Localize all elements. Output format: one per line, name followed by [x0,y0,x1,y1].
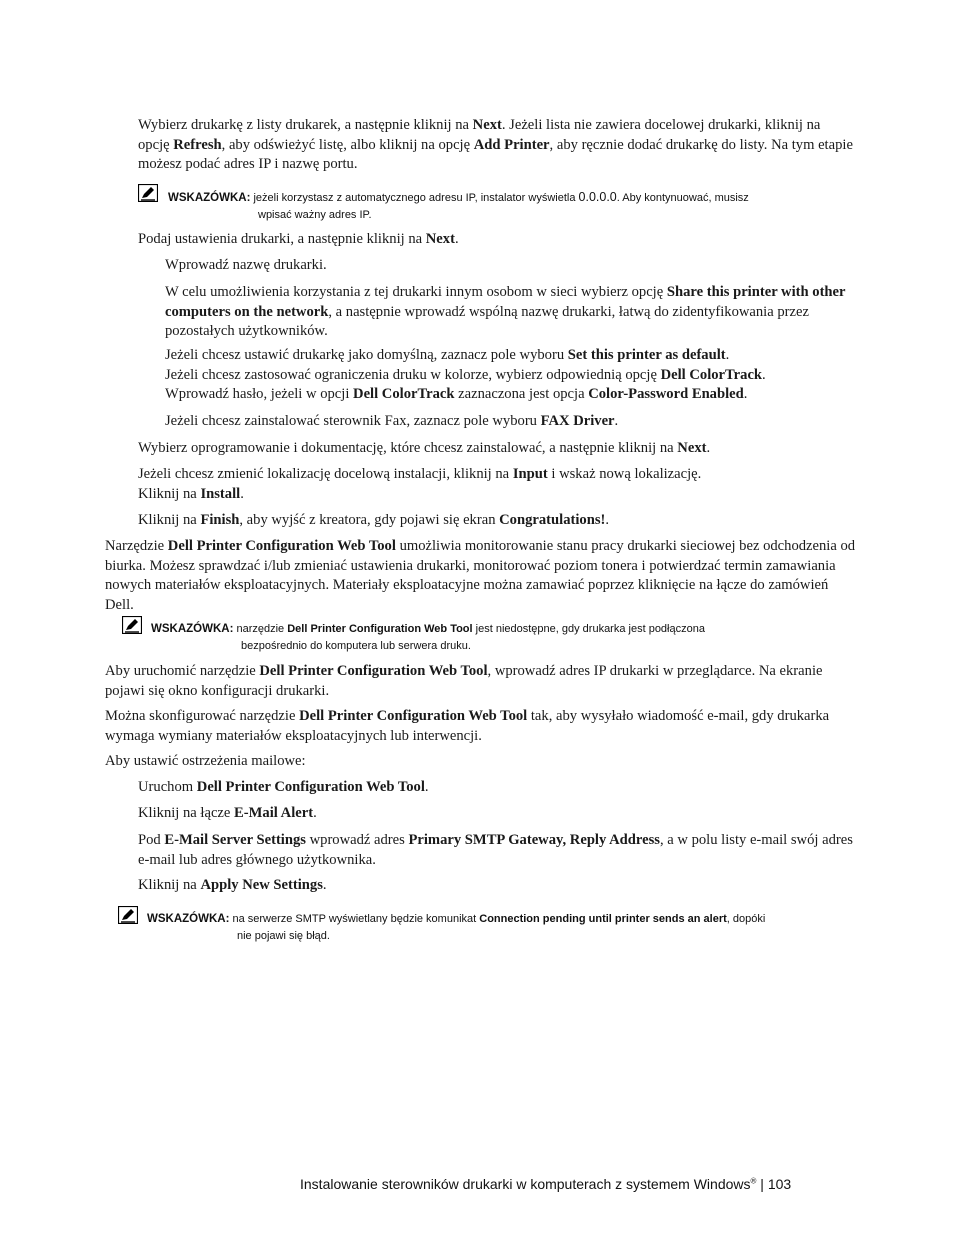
step-printer-settings: Podaj ustawienia drukarki, a następnie kliknij na Next. [138,231,459,247]
paragraph-web-tool-intro: Narzędzie Dell Printer Configuration Web Tool umożliwia monitorowanie stanu pracy drukarki sieciowej bez odchodzenia od biurka. Możesz sprawdzać i/lub zmieniać ustawienia drukarki, monitorować poziom tonera i potwierdzać termin zamawiania nowych materiałów eksploatacyjnych. Materiały eksploatacyjne można zamawiać poprzez kliknięcie na łącze do zamówień Dell. [105,538,856,613]
step-install-location: Jeżeli chcesz zmienić lokalizację docelową instalacji, kliknij na Input i wskaż nową lokalizację. Kliknij na Install. [138,466,702,502]
email-step-server-settings: Pod E-Mail Server Settings wprowadź adres Primary SMTP Gateway, Reply Address, a w polu listy e-mail swój adres e-mail lub adres głównego użytkownika. [138,832,853,868]
step-finish: Kliknij na Finish, aby wyjść z kreatora, gdy pojawi się ekran Congratulations!. [138,512,610,528]
page-number: 103 [767,1176,792,1192]
email-step-launch: Uruchom Dell Printer Configuration Web Tool. [138,779,429,795]
substep-share-printer: W celu umożliwienia korzystania z tej drukarki innym osobom w sieci wybierz opcję Share this printer with other computers on the network, a następnie wprowadź wspólną nazwę drukarki, łatwą do zidentyfikowania przez pozostałych użytkowników. [165,284,846,339]
note-auto-ip: WSKAZÓWKA: jeżeli korzystasz z automatycznego adresu IP, instalator wyświetla 0.0.0.0. Aby kontynuować, musisz wpisać ważny adres IP. [168,190,749,221]
step-select-printer: Wybierz drukarkę z listy drukarek, a następnie kliknij na Next. Jeżeli lista nie zawiera docelowej drukarki, kliknij na opcję Refresh, aby odświeżyć listę, albo kliknij na opcję Add Printer, aby ręcznie dodać drukarkę do listy. Na tym etapie możesz podać adres IP i nazwę portu. [138,117,853,172]
paragraph-email-config: Można skonfigurować narzędzie Dell Printer Configuration Web Tool tak, aby wysyłało wiadomość e-mail, gdy drukarka wymaga wymiany materiałów eksploatacyjnych lub interwencji. [105,708,830,744]
note-smtp-pending: WSKAZÓWKA: na serwerze SMTP wyświetlany będzie komunikat Connection pending until printer sends an alert, dopóki nie pojawi się błąd. [147,913,766,942]
note-pencil-icon [122,616,142,634]
page-footer [300,1176,791,1192]
email-step-alert-link: Kliknij na łącze E-Mail Alert. [138,805,317,821]
paragraph-launch-web-tool: Aby uruchomić narzędzie Dell Printer Configuration Web Tool, wprowadź adres IP drukarki w przeglądarce. Na ekranie pojawi się okno konfiguracji drukarki. [105,663,823,699]
note-web-tool-unavailable: WSKAZÓWKA: narzędzie Dell Printer Configuration Web Tool jest niedostępne, gdy drukarka jest podłączona bezpośrednio do komputera lub serwera druku. [151,623,705,652]
email-step-apply: Kliknij na Apply New Settings. [138,877,327,893]
footer-separator: | [756,1176,768,1192]
footer-chapter-title: Instalowanie sterowników drukarki w komputerach z systemem Windows [300,1176,751,1192]
note-pencil-icon [138,184,158,202]
paragraph-email-alerts-heading: Aby ustawić ostrzeżenia mailowe: [105,753,306,769]
note-pencil-icon [118,906,138,924]
registered-mark: ® [750,1176,757,1186]
substep-default-colortrack: Jeżeli chcesz ustawić drukarkę jako domyślną, zaznacz pole wyboru Set this printer as default. Jeżeli chcesz zastosować ograniczenia druku w kolorze, wybierz odpowiednią opcję Dell ColorTrack. Wprowadź hasło, jeżeli w opcji Dell ColorTrack zaznaczona jest opcja Color-Password Enabled. [165,347,766,402]
substep-fax-driver: Jeżeli chcesz zainstalować sterownik Fax, zaznacz pole wyboru FAX Driver. [165,413,619,429]
substep-printer-name: Wprowadź nazwę drukarki. [165,257,327,273]
step-select-software: Wybierz oprogramowanie i dokumentację, które chcesz zainstalować, a następnie kliknij na Next. [138,440,711,456]
